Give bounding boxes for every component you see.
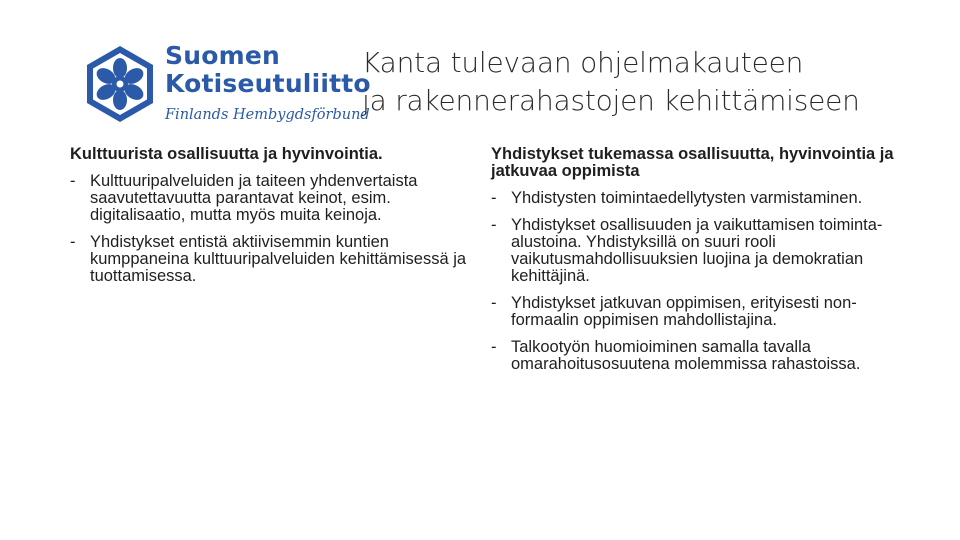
list-item: - Yhdistykset jatkuvan oppimisen, erityisesti non-formaalin oppimisen mahdollistajina. [491,295,901,329]
flower-snowflake-icon [80,44,160,124]
logo [80,36,371,132]
slide-title-line-1: Kanta tulevaan ohjelmakauteen [362,46,804,79]
left-list [70,173,475,285]
left-heading: Kulttuurista osallisuutta ja hyvinvointia. [70,145,383,163]
list-item: - Talkootyön huomioiminen samalla tavalla omarahoitusosuutena molemmissa rahastoissa. [491,339,901,373]
logo-line-2: Kotiseutuliitto [165,69,371,98]
right-list [491,190,901,373]
logo-subline: Finlands Hembygdsförbund [165,107,370,123]
slide-title-line-2: ja rakennerahastojen kehittämiseen [362,84,860,117]
right-column [491,146,901,383]
list-item: - Kulttuuripalveluiden ja taiteen yhdenvertaista saavutettavuutta parantavat keinot, esim. digitalisaatio, mutta myös muita keinoja. [70,173,475,224]
logo-line-1: Suomen [165,41,280,70]
list-item: - Yhdistykset osallisuuden ja vaikuttamisen toiminta-alustoina. Yhdistyksillä on suuri rooli vaikutusmahdollisuuksien luojina ja demokratian kehittäjinä. [491,217,901,285]
right-heading: Yhdistykset tukemassa osallisuutta, hyvinvointia ja jatkuvaa oppimista [491,145,894,180]
left-column [70,146,475,295]
list-item: - Yhdistysten toimintaedellytysten varmistaminen. [491,190,901,207]
slide-title [362,44,922,120]
list-item: - Yhdistykset entistä aktiivisemmin kuntien kumppaneina kulttuuripalveluiden kehittämisessä ja tuottamisessa. [70,234,475,285]
